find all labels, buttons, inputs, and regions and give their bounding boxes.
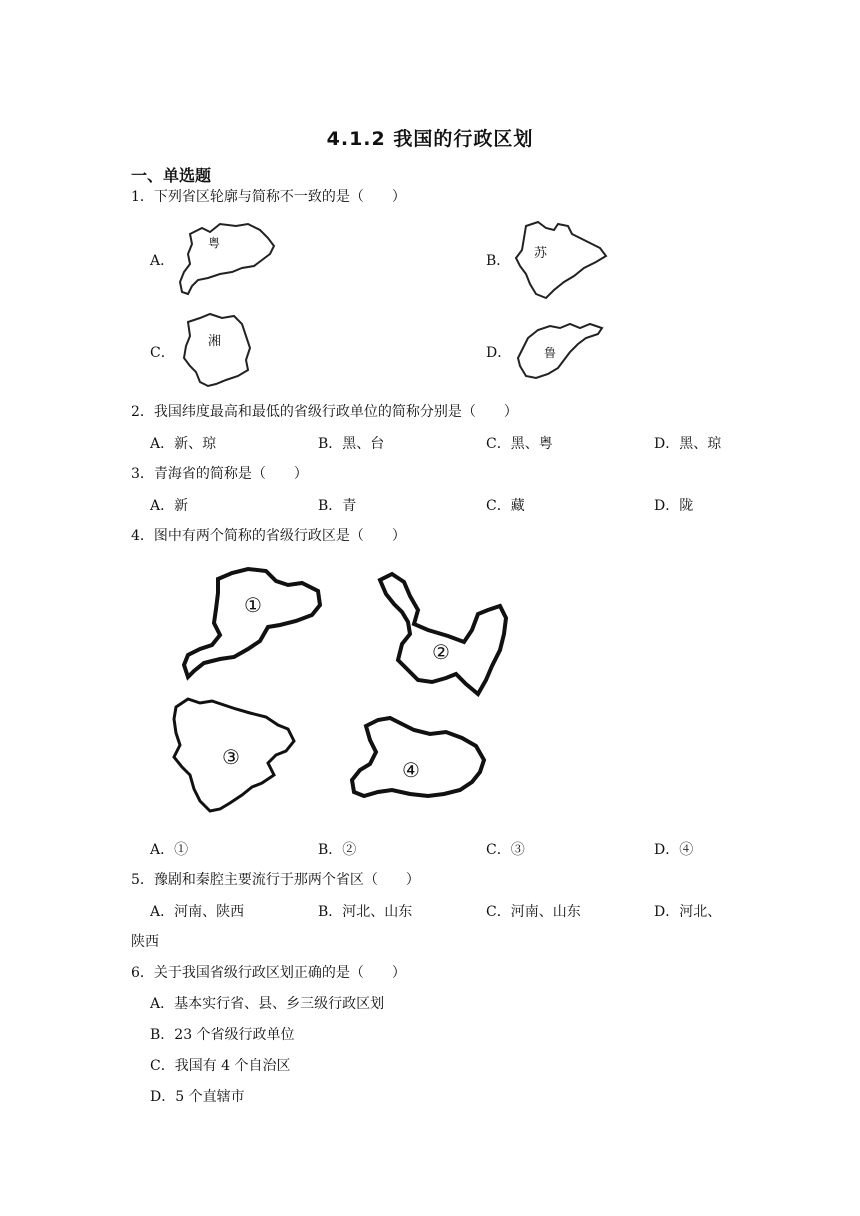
question-1-stem: 1．下列省区轮廓与简称不一致的是（ ）	[131, 189, 406, 205]
map-shape-3	[170, 697, 300, 815]
page-title: 4.1.2 我国的行政区划	[326, 128, 534, 150]
map-jiangsu	[512, 218, 612, 300]
question-5-stem: 5．豫剧和秦腔主要流行于那两个省区（ ）	[131, 872, 420, 888]
q4-option-c[interactable]: C．③	[486, 842, 525, 858]
map-guangdong	[176, 220, 276, 298]
section-heading: 一、单选题	[131, 166, 212, 185]
q5-option-d-wrap: 陕西	[131, 934, 159, 950]
map-shape-2	[374, 572, 514, 698]
map-label-3: ③	[222, 745, 240, 769]
q2-option-d[interactable]: D．黑、琼	[654, 436, 722, 452]
map-shape-4	[348, 716, 488, 800]
q4-option-a[interactable]: A．①	[150, 842, 189, 858]
q1-option-b[interactable]: B．	[486, 253, 511, 269]
q3-option-c[interactable]: C．藏	[486, 498, 525, 514]
q1-option-c[interactable]: C．	[150, 345, 175, 361]
q2-option-c[interactable]: C．黑、粤	[486, 436, 553, 452]
q6-option-d[interactable]: D．5 个直辖市	[150, 1089, 245, 1105]
q6-option-b[interactable]: B．23 个省级行政单位	[150, 1027, 295, 1043]
map-shape-1	[182, 565, 326, 681]
q6-option-a[interactable]: A．基本实行省、县、乡三级行政区划	[150, 996, 385, 1012]
q2-option-b[interactable]: B．黑、台	[318, 436, 385, 452]
q5-option-c[interactable]: C．河南、山东	[486, 904, 581, 920]
map-label-2: ②	[432, 640, 450, 664]
question-4-stem: 4．图中有两个简称的省级行政区是（ ）	[131, 528, 406, 544]
map-label-su: 苏	[534, 246, 548, 261]
q4-option-b[interactable]: B．②	[318, 842, 357, 858]
q3-option-a[interactable]: A．新	[150, 498, 189, 514]
q1-option-d[interactable]: D．	[486, 345, 512, 361]
map-label-1: ①	[244, 593, 262, 617]
question-6-stem: 6．关于我国省级行政区划正确的是（ ）	[131, 965, 406, 981]
q5-option-b[interactable]: B．河北、山东	[318, 904, 413, 920]
map-label-lu: 鲁	[544, 346, 557, 360]
q6-option-c[interactable]: C．我国有 4 个自治区	[150, 1058, 291, 1074]
q5-option-d[interactable]: D．河北、	[654, 904, 722, 920]
map-hunan	[180, 312, 256, 388]
q1-option-a[interactable]: A．	[150, 253, 175, 269]
q4-option-d[interactable]: D．④	[654, 842, 694, 858]
map-shandong	[514, 320, 606, 380]
map-label-xiang: 湘	[208, 334, 222, 349]
q2-option-a[interactable]: A．新、琼	[150, 436, 217, 452]
q3-option-d[interactable]: D．陇	[654, 498, 694, 514]
question-2-stem: 2．我国纬度最高和最低的省级行政单位的简称分别是（ ）	[131, 404, 518, 420]
question-3-stem: 3．青海省的简称是（ ）	[131, 466, 308, 482]
q5-option-a[interactable]: A．河南、陕西	[150, 904, 245, 920]
map-label-4: ④	[402, 758, 420, 782]
map-label-yue: 粤	[208, 236, 221, 250]
q3-option-b[interactable]: B．青	[318, 498, 357, 514]
